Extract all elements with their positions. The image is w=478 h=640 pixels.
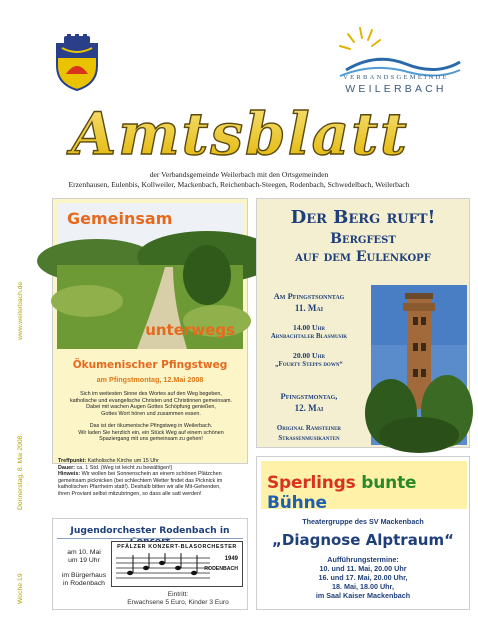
theater-date-3: 18. Mai, 18.00 Uhr, bbox=[332, 582, 394, 591]
theater-play-title: „Diagnose Alptraum“ bbox=[272, 531, 454, 549]
theater-dates-label: Aufführungstermine: bbox=[327, 555, 399, 564]
theater-group: Theatergruppe des SV Mackenbach bbox=[302, 517, 424, 526]
bergfest-act3-line1: Original Ramsteiner bbox=[276, 425, 342, 432]
side-vertical-text bbox=[8, 200, 26, 608]
info-meeting-point: Treffpunkt: Katholische Kirche um 15 Uhr bbox=[58, 458, 159, 464]
theater-banner-text: Sperlings bunte Bühne bbox=[267, 473, 417, 513]
bergfest-title-2: auf dem Eulenkopf bbox=[295, 249, 431, 265]
orchestra-name: PFÄLZER KONZERT-BLASORCHESTER bbox=[117, 544, 237, 550]
bergfest-day1-label: Am Pfingstsonntag bbox=[273, 291, 345, 301]
orchestra-founded: 1949 bbox=[224, 556, 238, 562]
info-note-line: ihren Proviant selbst mitzubringen, so dass alle satt werden! bbox=[58, 491, 202, 497]
vg-top-label: VERBANDSGEMEINDE bbox=[343, 74, 449, 81]
info-note-line: katholischen Pfarrheim statt!). Deshalb bitten wir alle Mit-Gehenden, bbox=[58, 484, 221, 491]
concert-divider bbox=[57, 538, 243, 539]
bergfest-act1: Arnbachtaler Blasmusik bbox=[270, 333, 348, 340]
bergfest-time2: 20.00 Uhr bbox=[293, 351, 325, 360]
bergfest-headline: Der Berg ruft! bbox=[290, 207, 436, 228]
info-duration: Dauer: ca. 1 Std. (Weg ist leicht zu bewältigen!) bbox=[58, 464, 173, 471]
vg-name-label: WEILERBACH bbox=[345, 83, 447, 95]
subline-2: Erzenhausen, Eulenbis, Kollweiler, Mackenbach, Reichenbach-Steegen, Rodenbach, Schwedelbach, Weilerbach bbox=[68, 180, 410, 189]
bergfest-title-1: Bergfest bbox=[330, 231, 396, 247]
pilgrimage-date: am Pfingstmontag, 12.Mai 2008 bbox=[96, 375, 204, 384]
bergfest-act2: „Fourty Stepps down“ bbox=[275, 361, 343, 368]
bergfest-day2-label: Pfingstmontag, bbox=[280, 391, 338, 401]
theater-date-2: 16. und 17. Mai, 20.00 Uhr, bbox=[318, 573, 408, 582]
music-staff-icon bbox=[116, 552, 210, 584]
concert-panel bbox=[52, 518, 248, 610]
concert-title: Jugendorchester Rodenbach in bbox=[70, 525, 230, 536]
bergfest-act3-line2: Straßenmusikanten bbox=[278, 435, 340, 442]
pilgrimage-paragraph-2: Das ist der ökumenische Pfingstweg in Weilerbach. Wir laden Sie herzlich ein, ein Stück Weg auf einem schönen Spaziergang mit uns gemeinsam zu gehen! bbox=[78, 423, 224, 443]
eulenkopf-tower-photo bbox=[371, 285, 467, 445]
tower-image bbox=[371, 285, 467, 445]
info-note-line: gemeinsam picknicken (bei schlechtem Wetter findet das Picknick im bbox=[58, 477, 223, 484]
theater-place: im Saal Kaiser Mackenbach bbox=[315, 591, 411, 600]
theater-banner bbox=[261, 461, 467, 513]
pilgrimage-subtitle: Ökumenischer Pfingstweg bbox=[72, 359, 228, 371]
side-week: Woche 19 bbox=[17, 573, 24, 604]
pilgrimage-info bbox=[52, 456, 248, 520]
subline-1: der Verbandsgemeinde Weilerbach mit den Ortsgemeinden bbox=[149, 170, 329, 179]
theater-date-1: 10. und 11. Mai, 20.00 Uhr bbox=[319, 564, 407, 573]
pilgrimage-paragraph-1: Sich im weitesten Sinne des Wortes auf den Weg begeben, katholische und evangelische Christen und Christinnen gemeinsam. Dabei mit wachen Augen Gottes Schöpfung genießen, Gottes Wort hören und zusammen essen. bbox=[69, 391, 233, 417]
side-url: www.weilerbach.de bbox=[17, 281, 24, 340]
concert-entry-prices: Erwachsene 5 Euro, Kinder 3 Euro bbox=[127, 599, 229, 606]
bergfest-day2-date: 12. Mai bbox=[294, 403, 324, 413]
pilgrimage-title-bottom: unterwegs bbox=[145, 321, 235, 339]
concert-entry-label: Eintritt: bbox=[167, 591, 189, 598]
bergfest-time1: 14.00 Uhr bbox=[293, 323, 325, 332]
orchestra-logo bbox=[111, 541, 243, 587]
bergfest-day1-date: 11. Mai bbox=[294, 303, 324, 313]
concert-when-where: am 10. Mai um 19 Uhr im Bürgerhaus in Rodenbach bbox=[61, 549, 107, 588]
svg-text:Amtsblatt: Amtsblatt bbox=[71, 100, 409, 168]
coat-of-arms-icon bbox=[54, 34, 100, 92]
pilgrimage-panel bbox=[52, 198, 248, 464]
meadow-photo bbox=[57, 203, 243, 349]
theater-panel bbox=[256, 456, 470, 610]
masthead-title bbox=[71, 96, 409, 170]
info-note: Hinweis: Wir wollen bei Sonnenschein an einem schönen Plätzchen bbox=[58, 471, 222, 478]
side-date: Donnerstag, 8. Mai 2008 bbox=[17, 435, 24, 510]
orchestra-place: RODENBACH bbox=[204, 566, 238, 572]
bergfest-panel bbox=[256, 198, 470, 448]
pilgrimage-title-top: Gemeinsam bbox=[67, 209, 173, 228]
